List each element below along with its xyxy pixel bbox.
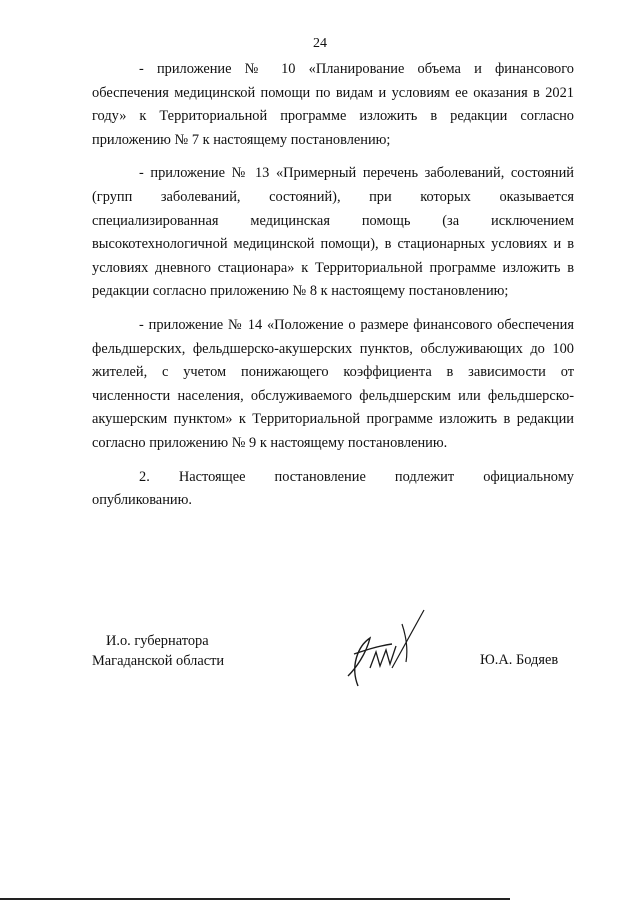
handwritten-signature: [336, 606, 436, 690]
signatory-title-line2: Магаданской области: [92, 653, 225, 669]
paragraph-appendix-14: - приложение № 14 «Положение о размере финансового обеспечения фельдшерских, фельдшерско-акушерских пунктов, обслуживающих до 100 жителей, с учетом понижающего коэффициента в зависимости от численности населения, обслуживаемого фельдшерским или фельдшерско-акушерским пунктом» к Территориальной программе изложить в редакции согласно приложению № 9 к настоящему постановлению.: [92, 316, 574, 451]
paragraph-appendix-13: - приложение № 13 «Примерный перечень заболеваний, состояний (групп заболеваний, состояний), при которых оказывается специализированная медицинская помощь (за исключением высокотехнологичной медицинской помощи), в стационарных условиях и в условиях дневного стационара» к Территориальной программе изложить в редакции согласно приложению № 8 к настоящему постановлению;: [92, 165, 574, 300]
paragraph-appendix-10: - приложение № 10 «Планирование объема и финансового обеспечения медицинской помощи по видам и условиям ее оказания в 2021 году» к Территориальной программе изложить в редакции согласно приложению № 7 к настоящему постановлению;: [92, 61, 574, 148]
paragraph-publication: 2. Настоящее постановление подлежит официальному опубликованию.: [92, 468, 574, 509]
page-number: 24: [313, 36, 327, 51]
signatory-title-line1: И.о. губернатора: [106, 633, 209, 649]
signatory-name: Ю.А. Бодяев: [480, 652, 559, 668]
bottom-border-line: [0, 898, 510, 900]
signatory-title: [92, 631, 224, 671]
document-body: [92, 58, 574, 513]
